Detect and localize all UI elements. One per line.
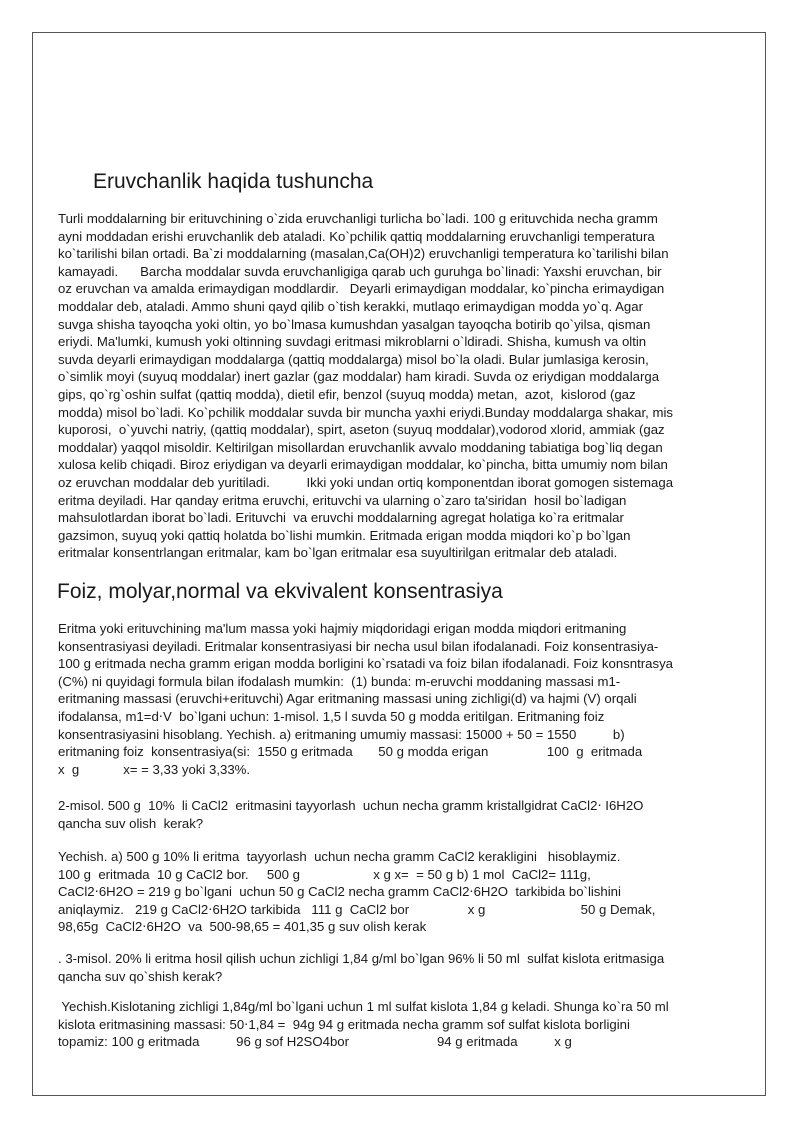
text-line: kuporosi, o`yuvchi natriy, (qattiq moddalar), spirt, aseton (suyuq moddalar),vodorod xlorid, ammiak (gaz [58,422,665,438]
text-line: ayni moddadan erishi eruvchanlik deb ataladi. Ko`pchilik qattiq moddalarning eruvchanligi temperatura [58,228,655,244]
text-line: konsentrasiyasini hisoblang. Yechish. a) eritmaning umumiy massasi: 15000 + 50 = 1550 b) [58,726,625,742]
text-line: Eritma yoki erituvchining ma'lum massa yoki hajmiy miqdoridagi erigan modda miqdori eritmaning [58,621,627,636]
text-line: CaCl2⋅6H2O = 219 g bo`lgani uchun 50 g CaCl2 necha gramm CaCl2⋅6H2O tarkibida bo`lishini [58,884,621,900]
text-line: ifodalansa, m1=d⋅V bo`lgani uchun: 1-misol. 1,5 l suvda 50 g modda eritilgan. Eritmaning foiz [58,708,605,724]
text-line: mahsulotlardan iborat bo`ladi. Erituvchi va eruvchi moddalarning agregat holatiga ko`ra eritmalar [58,510,624,526]
text-line: xulosa kelib chiqadi. Biroz eriydigan va deyarli erimaydigan moddalar, ko`pincha, bitta umumiy nom bilan [58,457,668,473]
text-line: Yechish. a) 500 g 10% li eritma tayyorlash uchun necha gramm CaCl2 kerakligini hisoblaymiz. [58,849,621,864]
text-line: eritmalar konsentrlangan eritmalar, kam bo`lgan eritmalar esa suyultirilgan eritmalar deb ataladi. [58,545,618,561]
text-line: (C%) ni quyidagi formula bilan ifodalash mumkin: (1) bunda: m-eruvchi moddaning massasi m1- [58,673,621,689]
text-line: . 3-misol. 20% li eritma hosil qilish uchun zichligi 1,84 g/ml bo`lgan 96% li 50 ml sulfat kislota eritmasiga [58,951,665,966]
text-line: modda) misol bo`ladi. Ko`pchilik moddalar suvda bir muncha yaxhi eriydi.Bunday moddalarga shakar, mis [58,404,673,420]
text-line: eriydi. Ma'lumki, kumush yoki oltinning suvdagi eritmasi mikroblarni o`ldiradi. Shisha, kumush va oltin [58,334,647,350]
paragraph-yechish-2 [58,848,748,936]
heading-eruvchanlik: Eruvchanlik haqida tushuncha [93,170,374,193]
text-line: aniqlaymiz. 219 g CaCl2⋅6H2O tarkibida 111 g CaCl2 bor x g 50 g Demak, [58,901,656,917]
text-line: suvda deyarli erimaydigan moddalarga (qattiq moddalarga) misol bo`la oladi. Bular jumlasiga kerosin, [58,351,649,367]
text-line: 98,65g CaCl2⋅6H2O va 500-98,65 = 401,35 g suv olish kerak [58,919,427,935]
text-line: 100 g eritmada 10 g CaCl2 bor. 500 g x g x= = 50 g b) 1 mol CaCl2= 111g, [58,866,591,882]
text-line: moddalar deb, ataladi. Ammo shuni qayd qilib o`tish kerakki, mutlaqo erimaydigan modda yo`q. Agar [58,298,643,314]
text-line: ko`tarilishi bilan ortadi. Ba`zi moddalarning (masalan,Ca(OH)2) eruvchanligi temperatura ko`tarilishi bilan [58,246,669,262]
text-line: x g x= = 3,33 yoki 3,33%. [58,761,251,777]
text-line: kamayadi. Barcha moddalar suvda eruvchanligiga qarab uch guruhga bo`linadi: Yaxshi eruvchan, bir [58,263,662,279]
text-line: eritma deyiladi. Har qanday eritma eruvchi, erituvchi va ularning o`zaro ta'siridan hosil bo`ladigan [58,492,627,508]
text-line: 100 g eritmada necha gramm erigan modda borligini ko`rsatadi va foiz bilan ifodalanadi. Foiz konsntrasya [58,656,674,672]
text-line: suvga shisha tayoqcha yoki oltin, yo bo`lmasa kumushdan yasalgan tayoqcha botirib qo`yilsa, qisman [58,316,651,332]
text-line: kislota eritmasining massasi: 50⋅1,84 = 94g 94 g eritmada necha gramm sof sulfat kislota borligini [58,1016,630,1032]
text-line: eritmaning massasi (eruvchi+erituvchi) Agar eritmaning massasi uning zichligi(d) va hajmi (V) orqali [58,691,637,707]
paragraph-eruvchanlik [58,210,748,562]
text-line: o`simlik moyi (suyuq moddalar) inert gazlar (gaz moddalar) ham kiradi. Suvda oz eriydigan moddalarga [58,369,660,385]
text-line: oz eruvchan va amalda erimaydigan moddlardir. Deyarli erimaydigan moddalar, ko`pincha erimaydigan [58,281,665,297]
paragraph-misol-2 [58,797,748,832]
text-line: gazsimon, suyuq yoki qattiq holatda bo`lishi mumkin. Eritmada erigan modda miqdori ko`p bo`lgan [58,527,631,543]
text-line: Yechish.Kislotaning zichligi 1,84g/ml bo`lgani uchun 1 ml sulfat kislota 1,84 g keladi. Shunga ko`ra 50 ml [58,999,669,1014]
text-line: oz eruvchan moddalar deb yuritiladi. Ikki yoki undan ortiq komponentdan iborat gomogen sistemaga [58,474,674,490]
text-line: moddalar) yaqqol misoldir. Keltirilgan misollardan eruvchanlik avvalo moddaning tabiatiga bog`liq degan [58,439,663,455]
text-line: gips, qo`rg`oshin sulfat (qattiq modda), dietil efir, benzol (suyuq modda) metan, azot, kislorod (gaz [58,386,636,402]
text-line: 2-misol. 500 g 10% li CaCl2 eritmasini tayyorlash uchun necha gramm kristallgidrat CaCl2⋅ I6H2O [58,798,644,813]
paragraph-misol-3 [58,950,748,985]
text-line: qancha suv qo`shish kerak? [58,968,223,984]
text-line: topamiz: 100 g eritmada 96 g sof H2SO4bor 94 g eritmada x g [58,1034,572,1050]
text-line: konsentrasiyasi deyiladi. Eritmalar konsentrasiyasi bir necha usul bilan ifodalanadi. Foiz konsentrasiya- [58,638,659,654]
heading-konsentrasiya: Foiz, molyar,normal va ekvivalent konsentrasiya [57,580,503,603]
text-line: eritmaning foiz konsentrasiya(si: 1550 g eritmada 50 g modda erigan 100 g eritmada [58,744,643,760]
text-line: Turli moddalarning bir erituvchining o`zida eruvchanligi turlicha bo`ladi. 100 g erituvchida necha gramm [58,211,658,226]
paragraph-yechish-3 [58,998,748,1051]
paragraph-konsentrasiya [58,620,748,778]
text-line: qancha suv olish kerak? [58,815,204,831]
